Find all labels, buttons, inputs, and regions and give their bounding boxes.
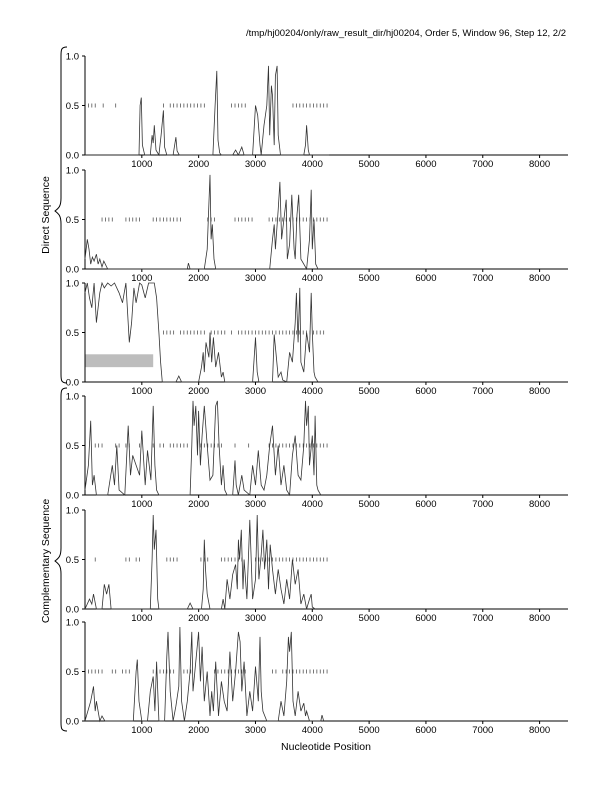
- x-tick-label: 5000: [358, 386, 380, 397]
- x-tick-label: 7000: [472, 386, 494, 397]
- y-tick-label: 0.5: [65, 441, 79, 452]
- x-tick-label: 6000: [415, 725, 437, 736]
- x-tick-label: 2000: [188, 273, 210, 284]
- y-tick-label: 0.0: [65, 604, 79, 616]
- x-tick-label: 2000: [188, 159, 210, 170]
- x-tick-label: 8000: [529, 386, 551, 397]
- y-tick-label: 1.0: [65, 617, 79, 629]
- x-tick-label: 1000: [131, 613, 153, 624]
- y-tick-label: 1.0: [65, 51, 79, 63]
- x-tick-label: 6000: [415, 499, 437, 510]
- x-tick-label: 6000: [415, 273, 437, 284]
- panel-3: [66, 279, 568, 398]
- x-tick-label: 7000: [472, 159, 494, 170]
- x-tick-label: 3000: [244, 499, 267, 510]
- shaded-region: [85, 354, 153, 367]
- complementary-sequence-label: Complementary Sequence: [40, 498, 52, 624]
- y-tick-label: 1.0: [65, 165, 79, 177]
- x-tick-label: 1000: [131, 386, 153, 397]
- x-tick-label: 2000: [188, 386, 210, 397]
- x-tick-label: 3000: [244, 725, 267, 736]
- series-line: [85, 401, 321, 495]
- x-tick-label: 4000: [301, 499, 323, 510]
- y-tick-label: 0.0: [65, 490, 79, 502]
- panels: [66, 52, 568, 737]
- panel-5: [66, 506, 568, 625]
- y-tick-label: 0.5: [65, 101, 79, 112]
- y-tick-label: 0.5: [65, 215, 79, 226]
- x-tick-label: 5000: [358, 273, 380, 284]
- x-tick-label: 3000: [244, 159, 267, 170]
- x-tick-label: 2000: [188, 613, 210, 624]
- x-tick-label: 8000: [529, 159, 551, 170]
- series-line: [85, 515, 315, 609]
- x-axis-label: Nucleotide Position: [281, 741, 371, 753]
- x-tick-label: 4000: [301, 273, 323, 284]
- y-tick-label: 1.0: [65, 391, 79, 403]
- y-tick-label: 0.0: [65, 150, 79, 162]
- x-tick-label: 4000: [301, 159, 323, 170]
- x-tick-label: 3000: [244, 613, 267, 624]
- x-tick-label: 7000: [472, 613, 494, 624]
- x-tick-label: 2000: [188, 725, 210, 736]
- x-tick-label: 5000: [358, 499, 380, 510]
- y-tick-label: 1.0: [65, 505, 79, 517]
- page-header: /tmp/hj00204/only/raw_result_dir/hj00204, Order 5, Window 96, Step 12, 2/2: [245, 28, 566, 39]
- x-tick-label: 7000: [472, 725, 494, 736]
- x-tick-label: 5000: [358, 159, 380, 170]
- x-tick-label: 8000: [529, 273, 551, 284]
- x-tick-label: 3000: [244, 273, 267, 284]
- y-tick-label: 0.5: [65, 555, 79, 566]
- y-tick-label: 0.5: [65, 667, 79, 678]
- x-tick-label: 8000: [529, 499, 551, 510]
- x-tick-label: 6000: [415, 386, 437, 397]
- x-tick-label: 1000: [131, 499, 153, 510]
- panel-2: [66, 166, 568, 285]
- series-line: [85, 66, 329, 155]
- x-tick-label: 4000: [301, 725, 323, 736]
- x-tick-label: 6000: [415, 159, 437, 170]
- x-tick-label: 5000: [358, 725, 380, 736]
- series-line: [85, 175, 318, 269]
- x-tick-label: 4000: [301, 386, 323, 397]
- panel-4: [66, 392, 568, 511]
- y-tick-label: 0.0: [65, 716, 79, 728]
- y-tick-label: 0.5: [65, 328, 79, 339]
- direct-sequence-label: Direct Sequence: [40, 176, 52, 254]
- x-tick-label: 4000: [301, 613, 323, 624]
- x-tick-label: 7000: [472, 499, 494, 510]
- x-tick-label: 8000: [529, 725, 551, 736]
- x-tick-label: 1000: [131, 725, 153, 736]
- y-tick-label: 0.0: [65, 377, 79, 389]
- y-tick-label: 1.0: [65, 278, 79, 290]
- x-tick-label: 1000: [131, 273, 153, 284]
- panel-6: [66, 618, 568, 737]
- x-tick-label: 1000: [131, 159, 153, 170]
- panel-1: [66, 52, 568, 171]
- x-tick-label: 5000: [358, 613, 380, 624]
- x-tick-label: 2000: [188, 499, 210, 510]
- x-tick-label: 3000: [244, 386, 267, 397]
- x-tick-label: 8000: [529, 613, 551, 624]
- x-tick-label: 7000: [472, 273, 494, 284]
- series-line: [85, 627, 324, 721]
- y-tick-label: 0.0: [65, 264, 79, 276]
- x-tick-label: 6000: [415, 613, 437, 624]
